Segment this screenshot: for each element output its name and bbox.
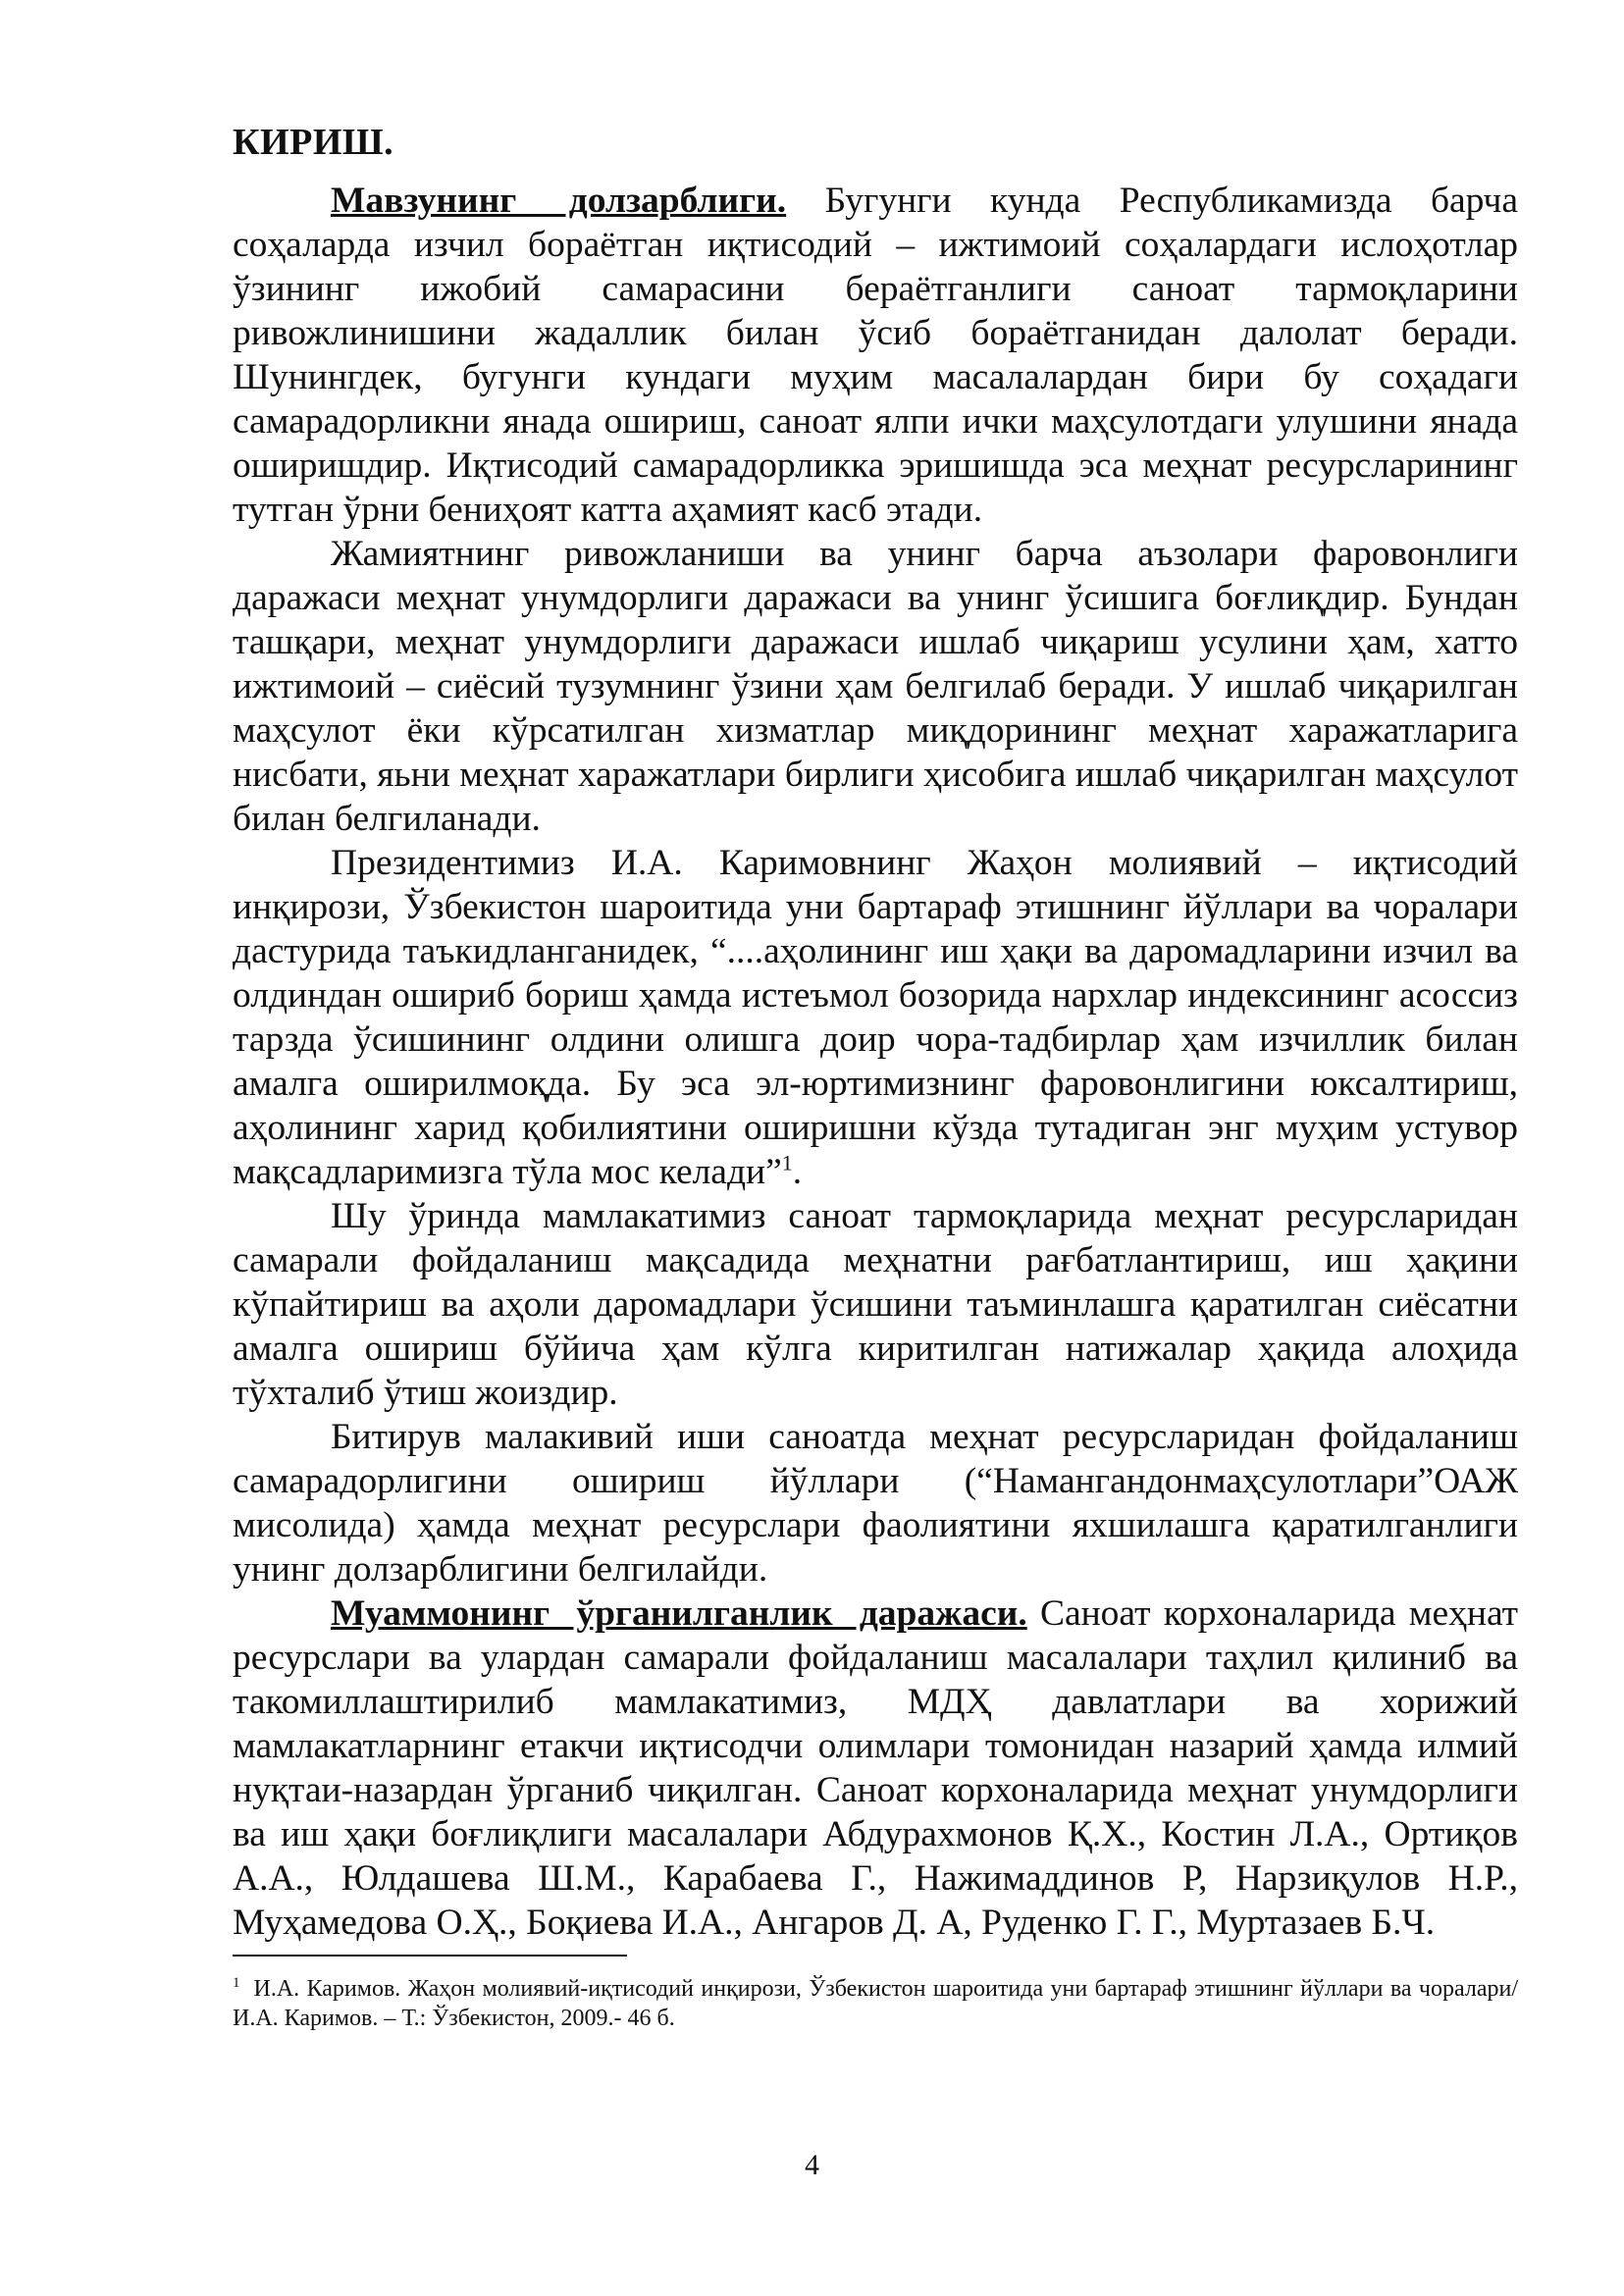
page-number: 4 [805,2149,819,2181]
paragraph-relevance [233,179,1518,532]
paragraph-president-quote [233,841,1518,1194]
paragraph-text: Жамиятнинг ривожланиши ва унинг барча аъзолари фаровонлиги даражаси меҳнат унумдорлиги даражаси ва унинг ўсишига боғлиқдир. Бундан ташқари, меҳнат унумдорлиги даражаси ишлаб чиқариш усулини ҳам, хатто ижтимоий – сиёсий тузумнинг ўзини ҳам белгилаб беради. У ишлаб чиқарилган маҳсулот ёки кўрсатилган хизматлар миқдорининг меҳнат харажатларига нисбати, яьни меҳнат харажатлари бирлиги ҳисобига ишлаб чиқарилган маҳсулот билан белгиланади. [233,534,1518,839]
paragraph-productivity [233,532,1518,841]
paragraph-thesis [233,1415,1518,1592]
paragraph-lead-research-degree: Муаммонинг ўрганилганлик даражаси. [331,1593,1027,1634]
section-heading: КИРИШ. [233,122,394,163]
footnote-text: И.А. Каримов. Жаҳон молиявий-иқтисодий инқирози, Ўзбекистон шароитида уни бартараф этишнинг йўллари ва чоралари/И.А. Каримов. – Т.: Ўзбекистон, 2009.- 46 б. [233,1976,1518,2031]
body-text [233,179,1518,1945]
paragraph-text: Бугунги кунда Республикамизда барча соҳаларда изчил бораётган иқтисодий – ижтимоий соҳалардаги ислоҳотлар ўзининг ижобий самарасини бераётганлиги саноат тармоқларини ривожлинишини жадаллик билан ўсиб бораётганидан далолат беради. Шунингдек, бугунги кундаги муҳим масалалардан бири бу соҳадаги самарадорликни янада ошириш, саноат ялпи ички маҳсулотдаги улушини янада оширишдир. Иқтисодий самарадорликка эришишда эса меҳнат ресурсларининг тутган ўрни бениҳоят катта аҳамият касб этади. [233,181,1519,530]
paragraph-text: Шу ўринда мамлакатимиз саноат тармоқларида меҳнат ресурсларидан самарали фойдаланиш мақсадида меҳнатни рағбатлантириш, иш ҳақини кўпайтириш ва аҳоли даромадлари ўсишини таъминлашга қаратилган сиёсатни амалга ошириш бўйича ҳам кўлга киритилган натижалар ҳақида алоҳида тўхталиб ўтиш жоиздир. [233,1196,1518,1413]
footnote-reference[interactable]: 1 [781,1150,793,1175]
footnote-marker: 1 [233,1975,240,1991]
footnote-separator [233,1955,627,1957]
paragraph-lead-relevance: Мавзунинг долзарблиги. [331,181,787,221]
paragraph-text: Битирув малакивий иши саноатда меҳнат ресурсларидан фойдаланиш самарадорлигини ошириш йўллари (“Намангандонмаҳсулотлари”ОАЖ мисолида) ҳамда меҳнат ресурслари фаолиятини яхшилашга қаратилганлиги унинг долзарблигини белгилайди. [233,1417,1518,1590]
footnote [233,1974,1518,2033]
paragraph-tail: . [792,1152,803,1192]
paragraph-policy [233,1194,1518,1415]
paragraph-research-degree [233,1592,1518,1945]
paragraph-text: Саноат корхоналарида меҳнат ресурслари ва улардан самарали фойдаланиш масалалари таҳлил қилиниб ва такомиллаштирилиб мамлакатимиз, МДҲ давлатлари ва хорижий мамлакатларнинг етакчи иқтисодчи олимлари томонидан назарий ҳамда илмий нуқтаи-назардан ўрганиб чиқилган. Саноат корхоналарида меҳнат унумдорлиги ва иш ҳақи боғлиқлиги масалалари Абдурахмонов Қ.Х., Костин Л.А., Ортиқов А.А., Юлдашева Ш.М., Карабаева Г., Нажимаддинов Р, Нарзиқулов Н.Р., Муҳамедова О.Ҳ., Боқиева И.А., Ангаров Д. А, Руденко Г. Г., Муртазаев Б.Ч. [233,1593,1519,1943]
paragraph-text: Президентимиз И.А. Каримовнинг Жаҳон молиявий – иқтисодий инқирози, Ўзбекистон шароитида уни бартараф этишнинг йўллари ва чоралари дастурида таъкидланганидек, “....аҳолининг иш ҳақи ва даромадларини изчил ва олдиндан ошириб бориш ҳамда истеъмол бозорида нархлар индексининг асоссиз тарзда ўсишининг олдини олишга доир чора-тадбирлар ҳам изчиллик билан амалга оширилмоқда. Бу эса эл-юртимизнинг фаровонлигини юксалтириш, аҳолининг харид қобилиятини оширишни кўзда тутадиган энг муҳим устувор мақсадларимизга тўла мос келади” [233,843,1518,1192]
